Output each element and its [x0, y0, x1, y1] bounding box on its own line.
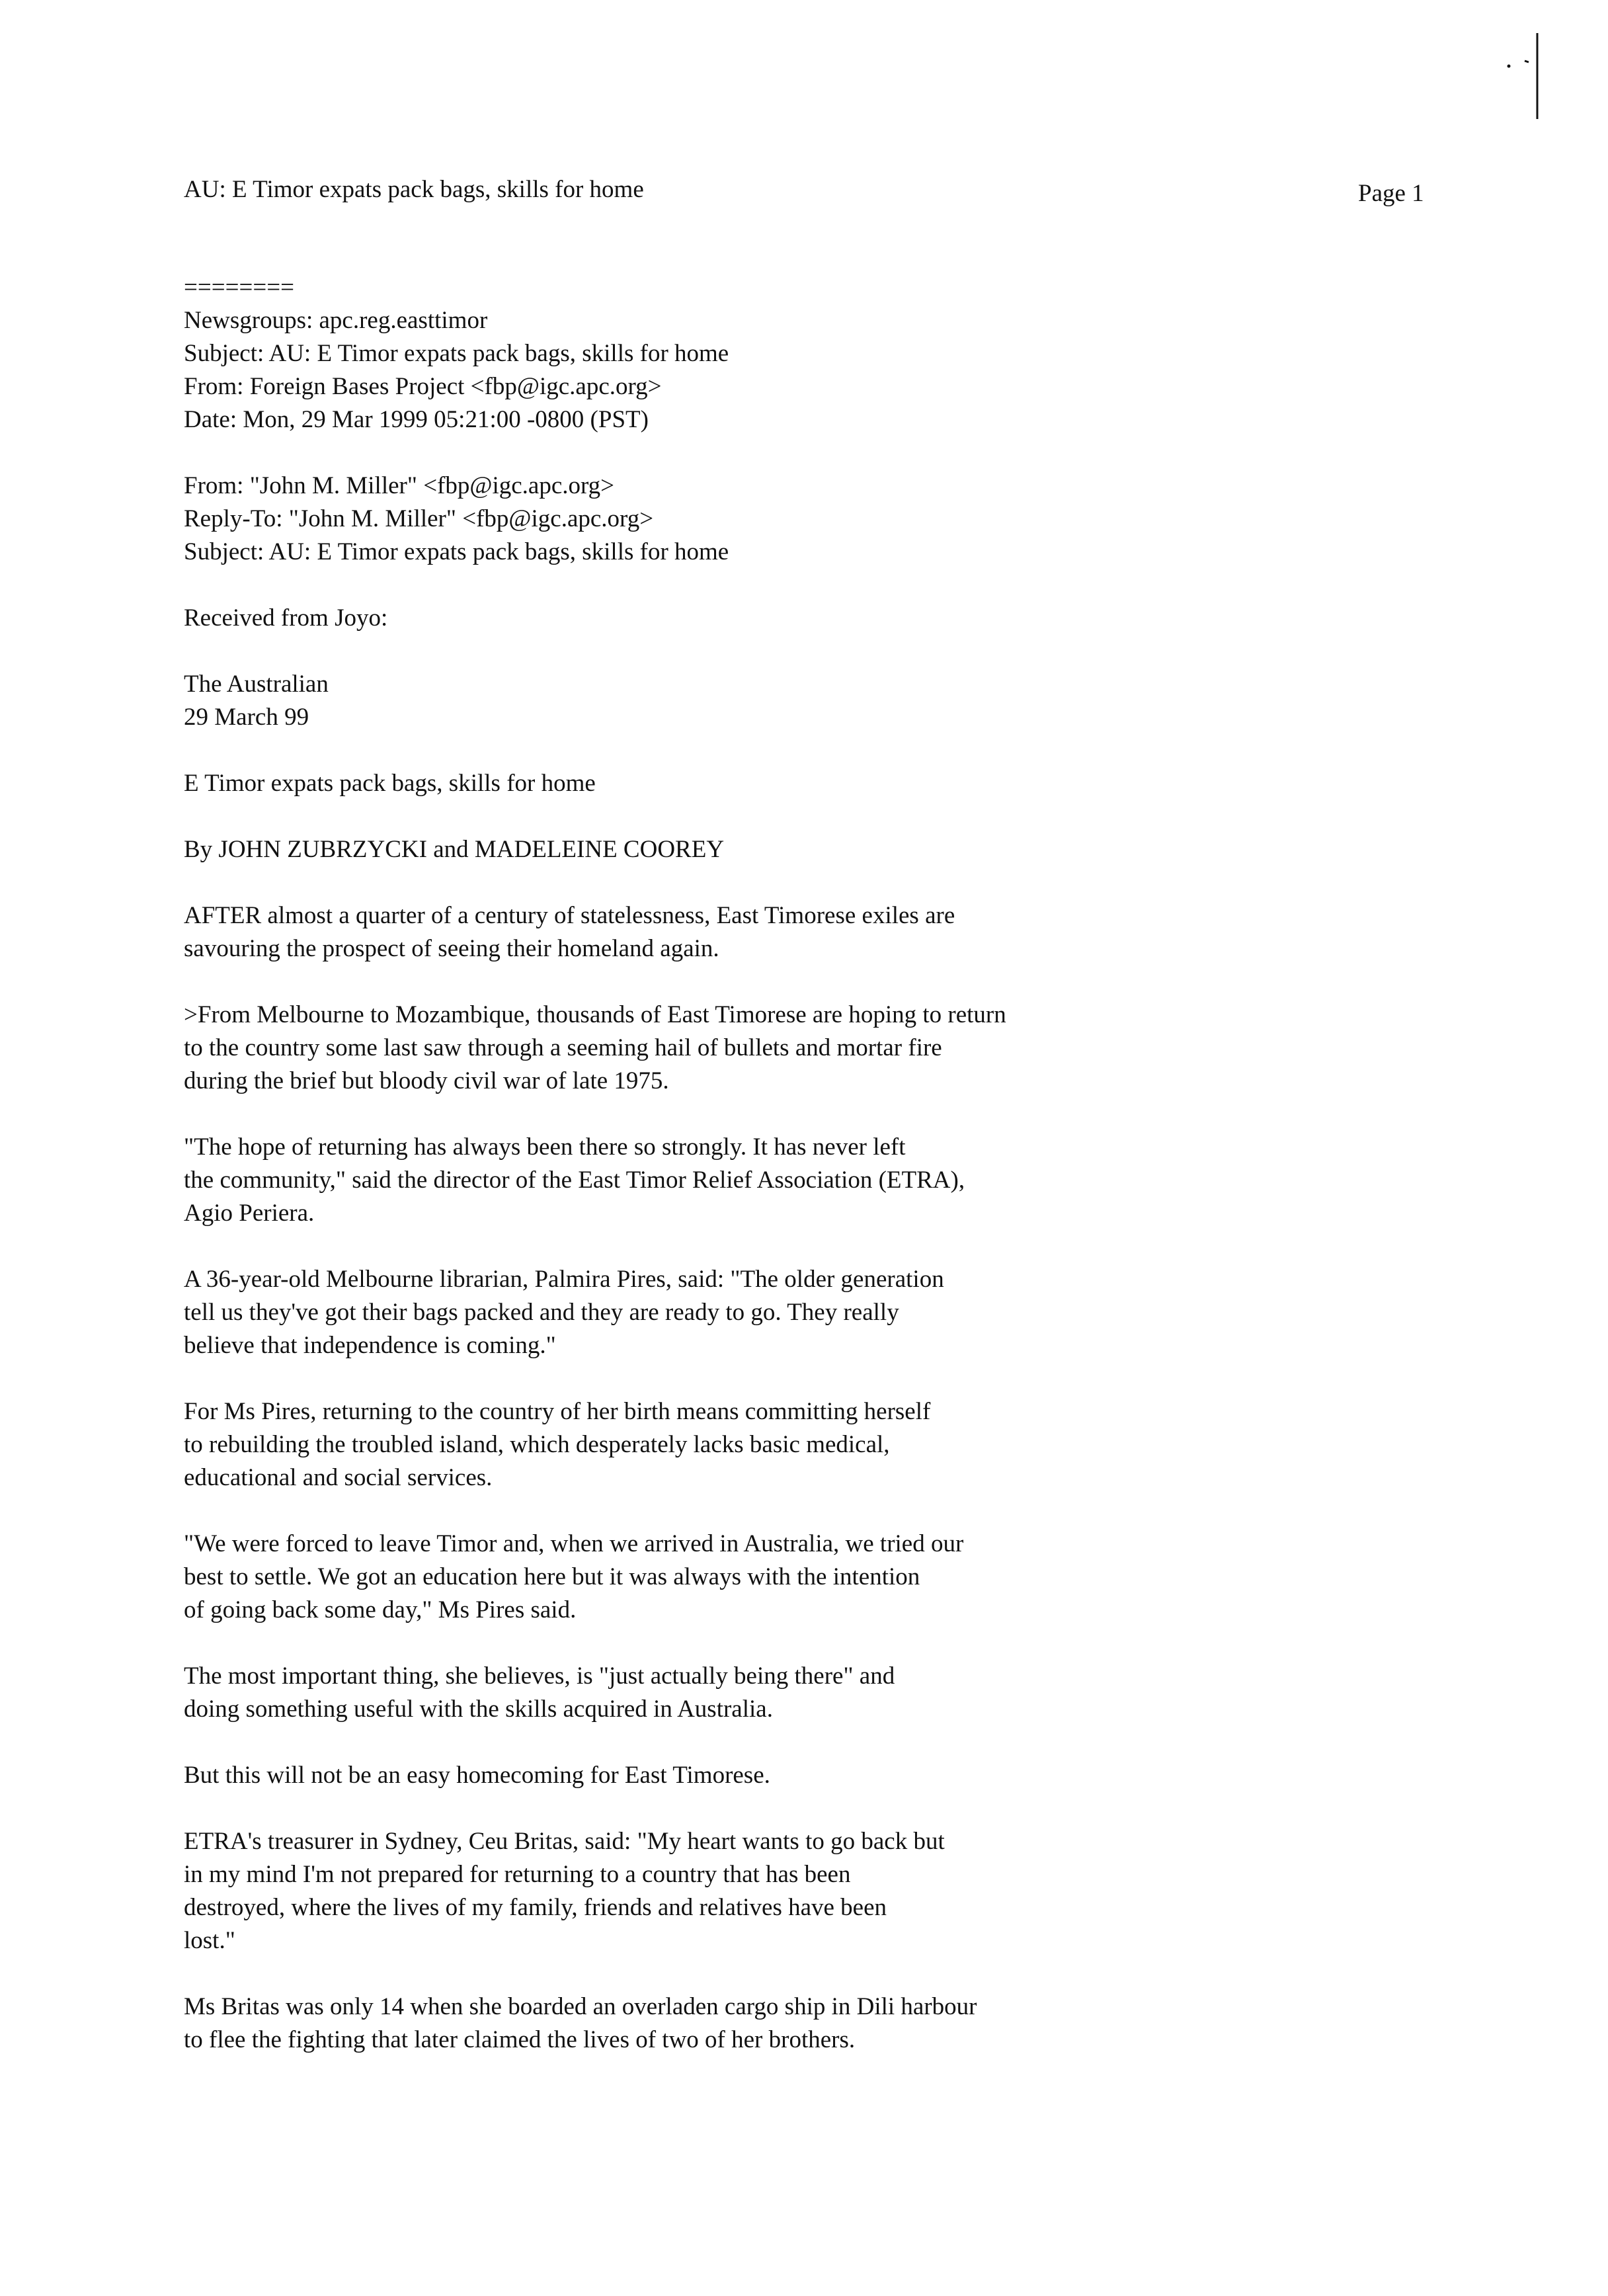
received-line: Received from Joyo: — [184, 604, 388, 632]
article-paragraph — [184, 1131, 1374, 1230]
paragraph-line: doing something useful with the skills acquired in Australia. — [184, 1696, 773, 1723]
article-paragraph — [184, 1263, 1374, 1362]
paragraph-line: AFTER almost a quarter of a century of statelessness, East Timorese exiles are — [184, 902, 955, 929]
from-line: From: Foreign Bases Project <fbp@igc.apc.org> — [184, 373, 662, 400]
page-number: Page 1 — [1358, 180, 1424, 207]
separator: ======== — [184, 274, 294, 301]
paragraph-line: Agio Periera. — [184, 1200, 315, 1227]
article-paragraphs — [184, 899, 1374, 2057]
from-line-2: From: "John M. Miller" <fbp@igc.apc.org> — [184, 472, 615, 499]
paragraph-line: >From Melbourne to Mozambique, thousands of East Timorese are hoping to return — [184, 1001, 1006, 1028]
article-paragraph — [184, 999, 1374, 1098]
newsgroups-line: Newsgroups: apc.reg.easttimor — [184, 307, 488, 334]
paragraph-line: A 36-year-old Melbourne librarian, Palmira Pires, said: "The older generation — [184, 1266, 944, 1293]
paragraph-line: "We were forced to leave Timor and, when we arrived in Australia, we tried our — [184, 1530, 964, 1557]
paragraph-line: For Ms Pires, returning to the country of her birth means committing herself — [184, 1398, 931, 1425]
article-byline: By JOHN ZUBRZYCKI and MADELEINE COOREY — [184, 836, 725, 863]
paragraph-line: believe that independence is coming." — [184, 1332, 556, 1359]
date-line: Date: Mon, 29 Mar 1999 05:21:00 -0800 (PST) — [184, 406, 649, 433]
article-paragraph — [184, 1759, 1374, 1792]
message-body — [184, 271, 1374, 2057]
paragraph-line: best to settle. We got an education here but it was always with the intention — [184, 1563, 920, 1590]
paragraph-line: in my mind I'm not prepared for returning to a country that has been — [184, 1861, 851, 1888]
paragraph-line: But this will not be an easy homecoming for East Timorese. — [184, 1762, 770, 1789]
article-paragraph — [184, 899, 1374, 965]
paragraph-line: Ms Britas was only 14 when she boarded an overladen cargo ship in Dili harbour — [184, 1993, 977, 2020]
article-paragraph — [184, 1528, 1374, 1627]
paragraph-line: The most important thing, she believes, is "just actually being there" and — [184, 1662, 895, 1690]
paragraph-line: the community," said the director of the East Timor Relief Association (ETRA), — [184, 1167, 965, 1194]
article-headline: E Timor expats pack bags, skills for home — [184, 770, 596, 797]
paragraph-line: destroyed, where the lives of my family, friends and relatives have been — [184, 1894, 887, 1921]
handwritten-mark — [1501, 26, 1547, 126]
source-name: The Australian — [184, 671, 329, 698]
paragraph-line: ETRA's treasurer in Sydney, Ceu Britas, said: "My heart wants to go back but — [184, 1828, 945, 1855]
paragraph-line: lost." — [184, 1927, 235, 1954]
reply-to-line: Reply-To: "John M. Miller" <fbp@igc.apc.org> — [184, 505, 654, 532]
paragraph-line: during the brief but bloody civil war of late 1975. — [184, 1067, 669, 1094]
paragraph-line: to rebuilding the troubled island, which desperately lacks basic medical, — [184, 1431, 890, 1458]
source-date: 29 March 99 — [184, 704, 309, 731]
paragraph-line: tell us they've got their bags packed and they are ready to go. They really — [184, 1299, 899, 1326]
article-paragraph — [184, 1660, 1374, 1726]
subject-line: Subject: AU: E Timor expats pack bags, skills for home — [184, 340, 729, 367]
article-paragraph — [184, 1395, 1374, 1495]
page-header-title: AU: E Timor expats pack bags, skills for home — [184, 176, 644, 203]
subject-line-2: Subject: AU: E Timor expats pack bags, skills for home — [184, 538, 729, 565]
paragraph-line: savouring the prospect of seeing their homeland again. — [184, 935, 719, 962]
paragraph-line: of going back some day," Ms Pires said. — [184, 1596, 577, 1623]
article-paragraph — [184, 1825, 1374, 1957]
paragraph-line: to flee the fighting that later claimed the lives of two of her brothers. — [184, 2026, 856, 2053]
article-paragraph — [184, 1990, 1374, 2057]
paragraph-line: educational and social services. — [184, 1464, 493, 1491]
paragraph-line: to the country some last saw through a seeming hail of bullets and mortar fire — [184, 1034, 942, 1061]
paragraph-line: "The hope of returning has always been there so strongly. It has never left — [184, 1133, 906, 1161]
